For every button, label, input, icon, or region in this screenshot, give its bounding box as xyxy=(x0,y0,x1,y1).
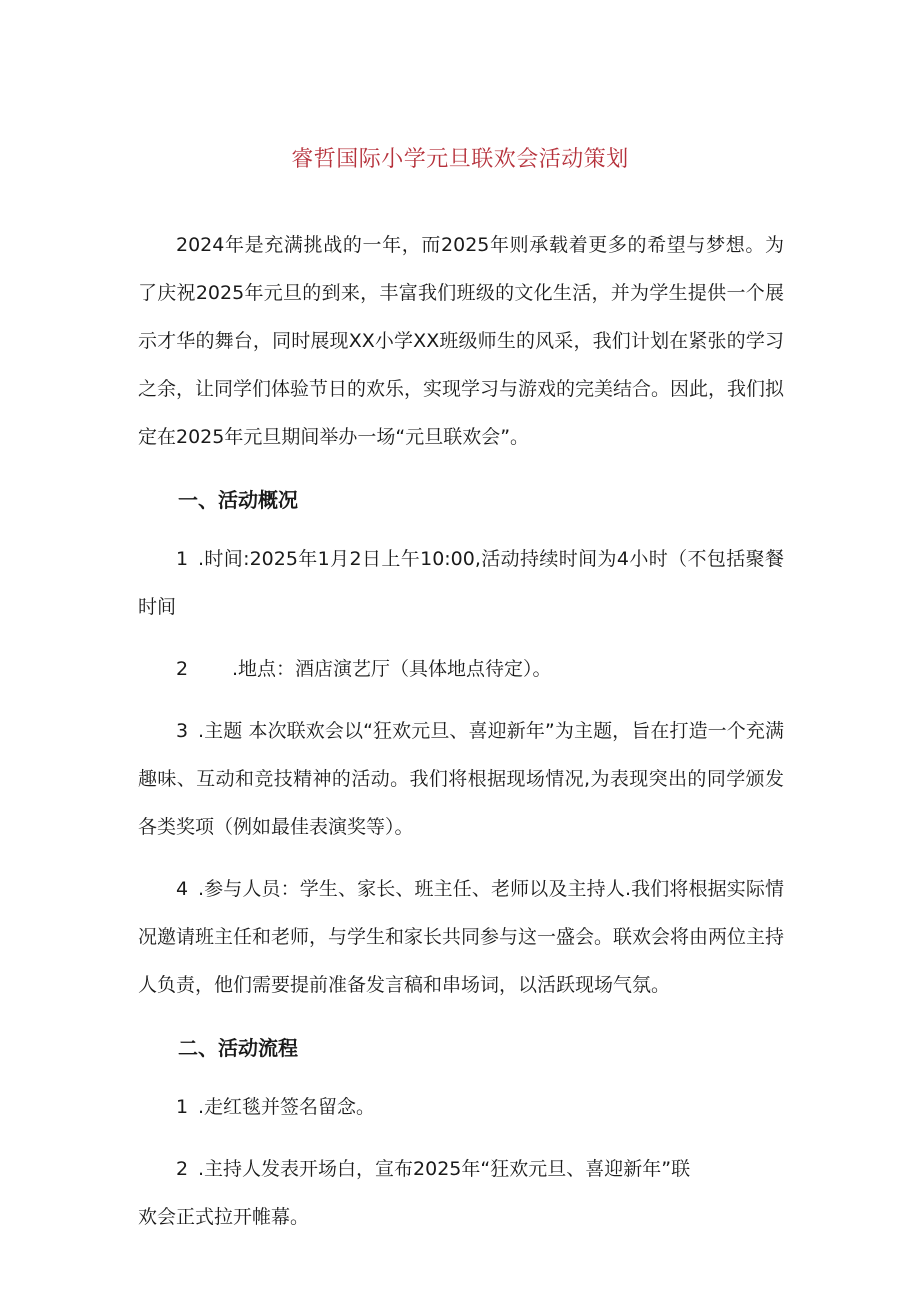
list-item xyxy=(138,707,784,851)
document-title: 睿哲国际小学元旦联欢会活动策划 xyxy=(291,147,629,172)
item-text: .主持人发表开场白，宣布2025年“狂欢元旦、喜迎新年”联 xyxy=(198,1158,691,1180)
item-number: 4 xyxy=(176,878,189,900)
item-number: 1 xyxy=(176,1096,189,1118)
item-number: 3 xyxy=(176,720,189,742)
list-item-continuation xyxy=(138,1193,784,1241)
list-item xyxy=(138,535,784,631)
section-heading-overview: 一、活动概况 xyxy=(178,488,298,512)
item-number: 1 xyxy=(176,548,189,570)
item-text: .时间:2025年1月2日上午10:00,活动持续时间为4小时（不包括聚餐时间 xyxy=(138,548,784,618)
document-body xyxy=(138,221,784,1241)
item-number: 2 xyxy=(176,658,189,680)
item-text: .地点：酒店演艺厅（具体地点待定）。 xyxy=(232,658,552,680)
item-number: 2 xyxy=(176,1158,189,1180)
item-text: .主题 本次联欢会以“狂欢元旦、喜迎新年”为主题，旨在打造一个充满趣味、互动和竞技精神的活动。我们将根据现场情况,为表现突出的同学颁发各类奖项（例如最佳表演奖等）。 xyxy=(138,720,784,838)
section-heading-process: 二、活动流程 xyxy=(178,1036,298,1060)
item-text: .参与人员：学生、家长、班主任、老师以及主持人.我们将根据实际情况邀请班主任和老师，与学生和家长共同参与这一盛会。联欢会将由两位主持人负责，他们需要提前准备发言稿和串场词，以活跃现场气氛。 xyxy=(138,878,785,996)
item-text: 欢会正式拉开帷幕。 xyxy=(138,1206,310,1228)
list-item xyxy=(138,645,784,693)
list-item xyxy=(138,865,784,1009)
intro-paragraph: 2024年是充满挑战的一年，而2025年则承载着更多的希望与梦想。为了庆祝2025年元旦的到来，丰富我们班级的文化生活，并为学生提供一个展示才华的舞台，同时展现XX小学XX班级师生的风采，我们计划在紧张的学习之余，让同学们体验节日的欢乐，实现学习与游戏的完美结合。因此，我们拟定在2025年元旦期间举办一场“元旦联欢会”。 xyxy=(138,234,785,448)
list-item xyxy=(138,1083,784,1131)
item-text: .走红毯并签名留念。 xyxy=(198,1096,376,1118)
list-item xyxy=(138,1145,784,1193)
